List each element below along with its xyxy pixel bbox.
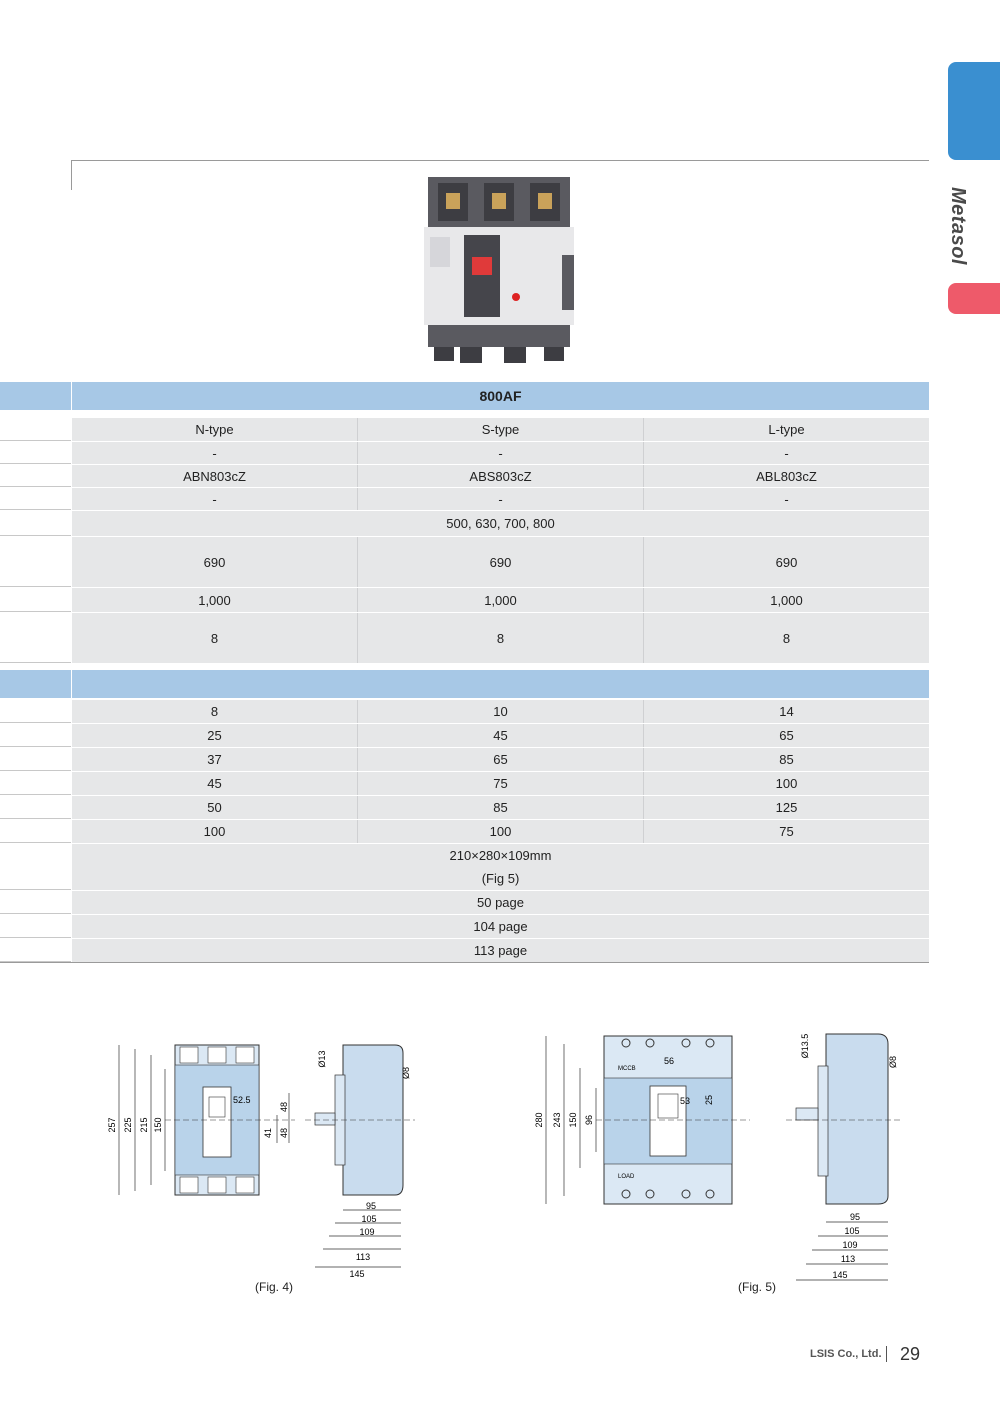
type-l: L-type: [768, 422, 805, 437]
table-cell: 85: [779, 752, 794, 767]
fig5-dim-o13-5: Ø13.5: [800, 1033, 810, 1059]
table-cell: -: [784, 445, 789, 461]
fig4-dim-113: 113: [355, 1252, 371, 1262]
fig4-dim-215: 215: [139, 1117, 149, 1133]
fig5-dim-150: 150: [568, 1112, 578, 1128]
table-cell: 100: [72, 820, 358, 843]
figure-4-drawing: [105, 1035, 425, 1295]
fig5-dim-105: 105: [844, 1226, 860, 1236]
breaker-product-image: [424, 175, 574, 365]
table-cell: 10: [358, 700, 644, 723]
fig5-dim-25: 25: [704, 1094, 714, 1106]
table-cell: 8: [72, 613, 358, 663]
fig4-dim-48b: 48: [279, 1127, 289, 1139]
fig5-dim-53: 53: [680, 1096, 691, 1106]
table-cell: 125: [775, 800, 798, 815]
table-cell: 45: [358, 724, 644, 747]
fig5-caption: (Fig. 5): [738, 1280, 777, 1294]
header-rule-vertical: [71, 160, 72, 190]
model-l: ABL803cZ: [756, 468, 817, 484]
table-cell: 100: [358, 820, 644, 843]
table-cell: 1,000: [358, 588, 644, 612]
page-number: 29: [900, 1344, 921, 1364]
dimensions-fig-ref: (Fig 5): [481, 871, 520, 886]
fig5-dim-109: 109: [842, 1240, 858, 1250]
table-cell: 14: [779, 704, 794, 719]
table-cell: 85: [358, 796, 644, 819]
fig4-dim-150: 150: [153, 1117, 163, 1133]
side-tab-label: Metasol: [947, 187, 969, 265]
fig5-dim-280: 280: [534, 1112, 544, 1128]
page-ref: 50 page: [477, 895, 524, 910]
table-cell: 690: [358, 537, 644, 587]
table-cell: 65: [358, 748, 644, 771]
model-n: ABN803cZ: [72, 465, 358, 487]
side-tab-blue: [948, 62, 1000, 160]
footer-company: LSIS Co., Ltd.: [810, 1348, 882, 1360]
fig5-dim-243: 243: [552, 1112, 562, 1128]
section-header: [72, 670, 929, 698]
figure-5-drawing: [530, 1028, 920, 1288]
fig5-label-mccb: MCCB: [618, 1066, 636, 1072]
fig5-label-load: LOAD: [618, 1174, 635, 1180]
fig4-caption: (Fig. 4): [255, 1280, 294, 1294]
fig4-dim-145: 145: [349, 1269, 365, 1279]
table-cell: 690: [775, 554, 798, 570]
fig4-dim-48a: 48: [279, 1101, 289, 1113]
page-ref: 113 page: [473, 943, 528, 958]
table-cell: 8: [782, 630, 791, 646]
fig4-dim-95: 95: [365, 1201, 377, 1211]
fig5-dim-o8: Ø8: [888, 1055, 898, 1069]
fig4-dim-o8: Ø8: [401, 1066, 411, 1080]
fig4-dim-o13: Ø13: [317, 1050, 327, 1068]
fig4-dim-52-5: 52.5: [233, 1095, 251, 1105]
table-cell: 50: [72, 796, 358, 819]
fig4-dim-257: 257: [107, 1117, 117, 1133]
table-cell: 25: [72, 724, 358, 747]
table-cell: -: [358, 488, 644, 510]
table-cell: 1,000: [72, 588, 358, 612]
fig5-dim-96: 96: [584, 1114, 594, 1126]
fig4-dim-105: 105: [361, 1214, 377, 1224]
fig5-dim-56: 56: [664, 1056, 675, 1066]
table-cell: -: [358, 442, 644, 464]
footer-divider: [886, 1346, 887, 1362]
fig5-dim-113: 113: [840, 1254, 856, 1264]
fig4-dim-109: 109: [359, 1227, 375, 1237]
table-cell: -: [72, 442, 358, 464]
table-cell: -: [72, 488, 358, 510]
fig5-dim-145: 145: [832, 1270, 848, 1280]
table-cell: -: [784, 491, 789, 507]
table-cell: 37: [72, 748, 358, 771]
rated-current: 500, 630, 700, 800: [446, 516, 555, 531]
table-cell: 8: [358, 613, 644, 663]
table-cell: 690: [72, 537, 358, 587]
table-cell: 100: [775, 776, 798, 791]
fig5-dim-95: 95: [849, 1212, 861, 1222]
table-cell: 75: [779, 824, 794, 839]
header-rule: [71, 160, 929, 161]
type-n: N-type: [72, 418, 358, 441]
frame-header: 800AF: [479, 388, 522, 404]
table-cell: 1,000: [770, 592, 803, 608]
model-s: ABS803cZ: [358, 465, 644, 487]
fig4-dim-225: 225: [123, 1117, 133, 1133]
fig4-dim-41: 41: [263, 1127, 273, 1139]
table-cell: 75: [358, 772, 644, 795]
dimensions: 210×280×109mm: [449, 848, 552, 863]
table-cell: 8: [72, 700, 358, 723]
page-ref: 104 page: [473, 919, 528, 934]
type-s: S-type: [358, 418, 644, 441]
table-cell: 45: [72, 772, 358, 795]
side-tab-red: [948, 283, 1000, 314]
table-cell: 65: [779, 728, 794, 743]
